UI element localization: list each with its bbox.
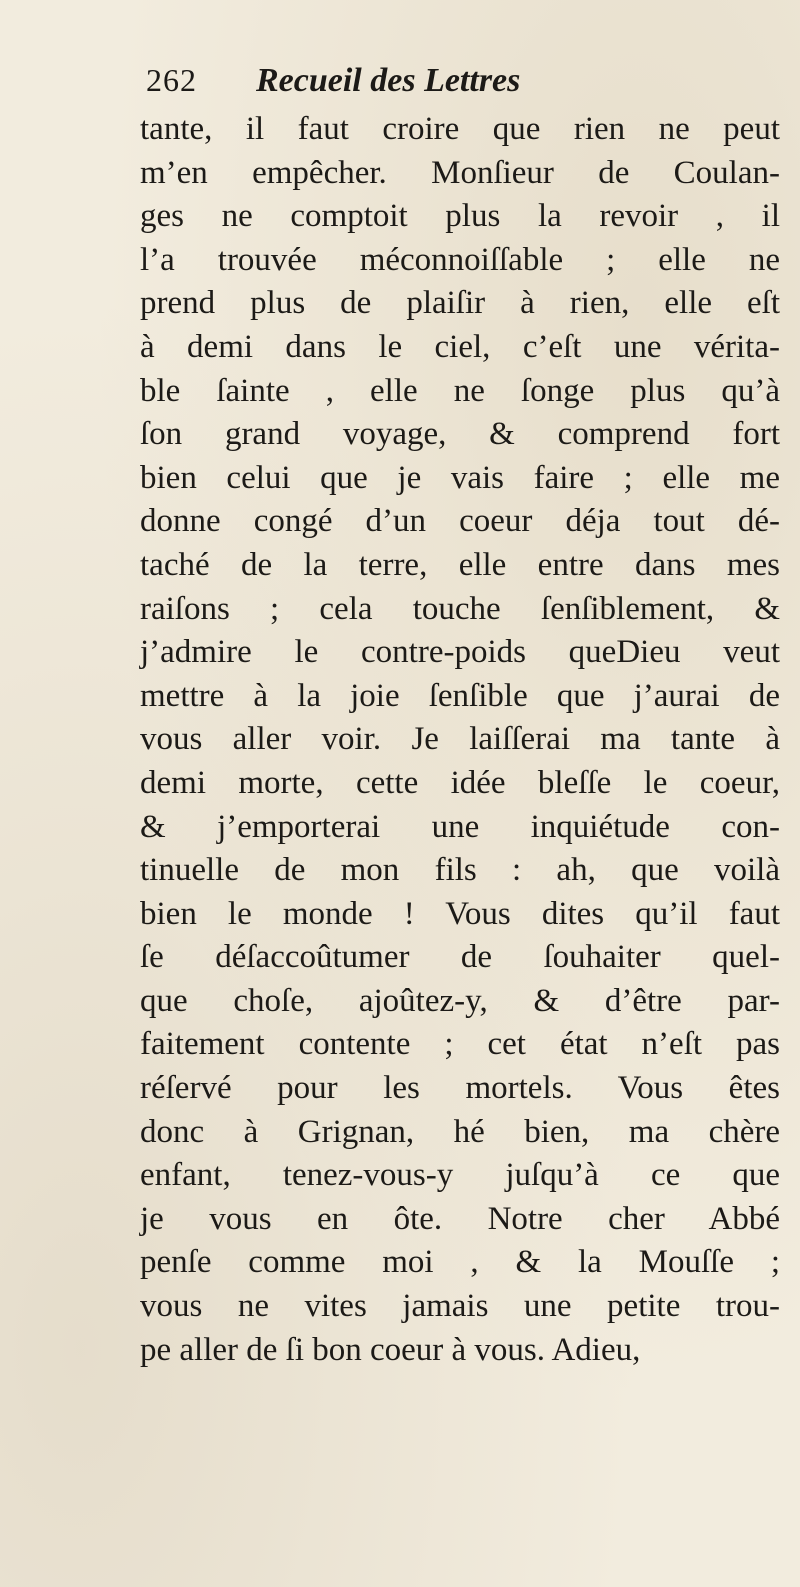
page-number: 262: [146, 62, 197, 98]
text-line: pe aller de ſi bon coeur à vous. Adieu,: [140, 1331, 641, 1368]
text-line: j’admire le contre-poids queDieu veut: [140, 634, 780, 671]
text-line: tinuelle de mon fils : ah, que voilà: [140, 852, 780, 889]
running-title: Recueil des Lettres: [256, 62, 521, 99]
text-line: taché de la terre, elle entre dans mes: [140, 546, 780, 583]
text-line: & j’emporterai une inquiétude con-: [140, 808, 780, 845]
text-line: réſervé pour les mortels. Vous êtes: [140, 1070, 780, 1107]
text-line: raiſons ; cela touche ſenſiblement, &: [140, 590, 780, 627]
text-line: l’a trouvée méconnoiſſable ; elle ne: [140, 241, 780, 278]
text-line: que choſe, ajoûtez-y, & d’être par-: [140, 982, 780, 1019]
text-line: bien celui que je vais faire ; elle me: [140, 459, 780, 496]
text-line: je vous en ôte. Notre cher Abbé: [140, 1200, 780, 1237]
text-line: donc à Grignan, hé bien, ma chère: [140, 1113, 780, 1150]
text-line: ſon grand voyage, & comprend fort: [140, 416, 780, 453]
text-line: enfant, tenez-vous-y juſqu’à ce que: [140, 1157, 780, 1194]
letter-text: [140, 108, 780, 1372]
text-line: tante, il faut croire que rien ne peut: [140, 111, 780, 147]
text-line: m’en empêcher. Monſieur de Coulan-: [140, 154, 780, 191]
text-line: bien le monde ! Vous dites qu’il faut: [140, 895, 780, 932]
text-line: ges ne comptoit plus la revoir , il: [140, 198, 780, 235]
text-line: prend plus de plaiſir à rien, elle eſt: [140, 285, 780, 322]
text-line: vous aller voir. Je laiſſerai ma tante à: [140, 721, 780, 758]
text-line: ble ſainte , elle ne ſonge plus qu’à: [140, 372, 780, 409]
text-line: demi morte, cette idée bleſſe le coeur,: [140, 764, 780, 801]
text-line: ſe déſaccoûtumer de ſouhaiter quel-: [140, 939, 780, 976]
page-header: [146, 62, 706, 106]
text-line: mettre à la joie ſenſible que j’aurai de: [140, 677, 780, 714]
text-line: à demi dans le ciel, c’eſt une vérita-: [140, 328, 780, 365]
text-line: faitement contente ; cet état n’eſt pas: [140, 1026, 780, 1063]
text-line: vous ne vites jamais une petite trou-: [140, 1288, 780, 1325]
text-line: penſe comme moi , & la Mouſſe ;: [140, 1244, 780, 1281]
text-line: donne congé d’un coeur déja tout dé-: [140, 503, 780, 540]
